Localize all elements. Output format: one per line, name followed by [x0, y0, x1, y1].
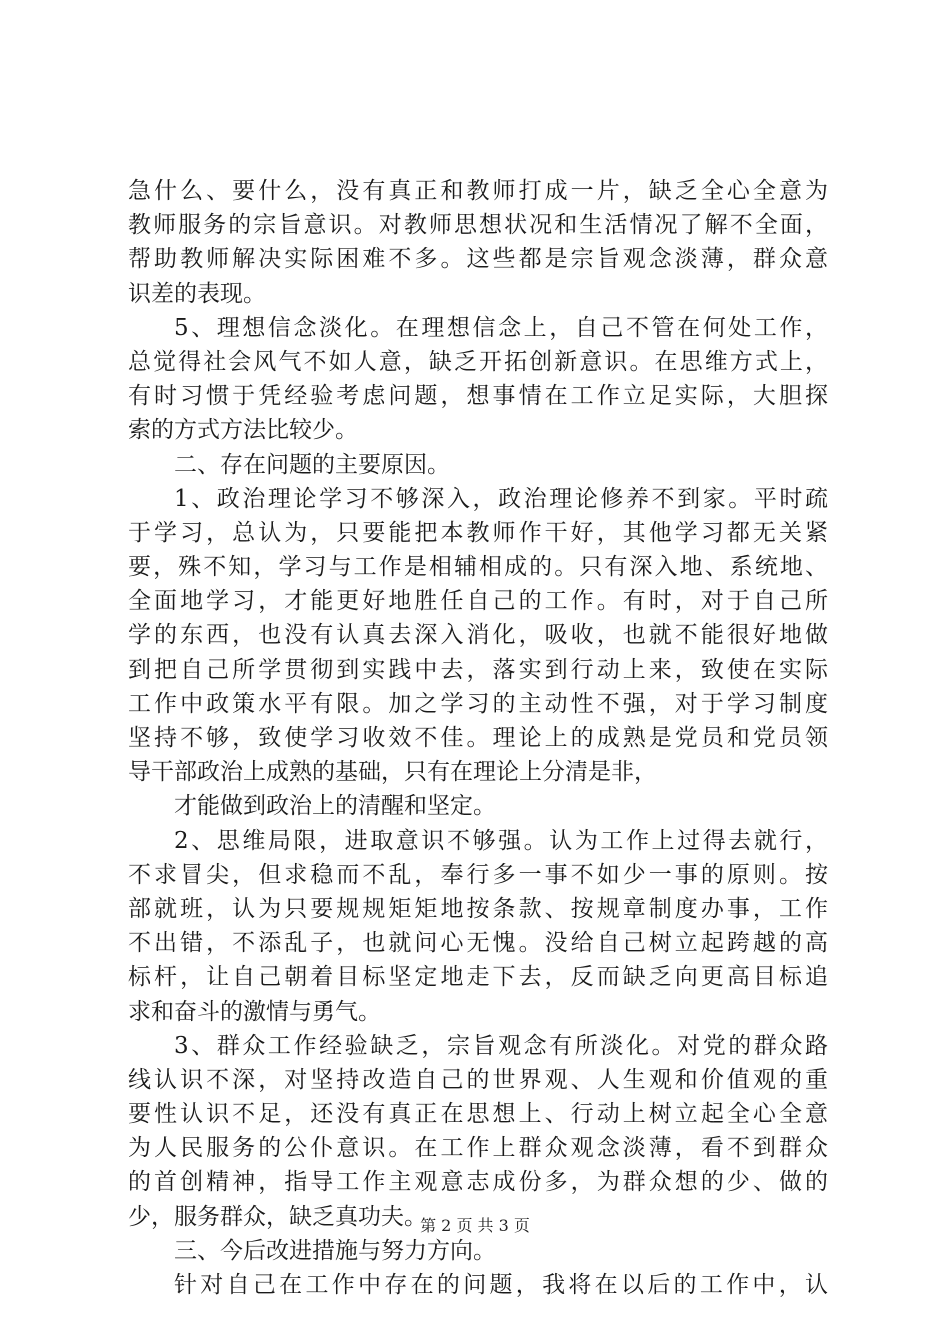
text-line: 总觉得社会风气不如人意，缺乏开拓创新意识。在思维方式上， — [128, 348, 828, 375]
text-line: 教师服务的宗旨意识。对教师思想状况和生活情况了解不全面， — [128, 212, 828, 239]
text-line: 索的方式方法比较少。 — [128, 417, 358, 444]
text-line: 于学习，总认为，只要能把本教师作干好，其他学习都无关紧 — [128, 519, 828, 546]
text-line: 针对自己在工作中存在的问题，我将在以后的工作中，认 — [174, 1272, 828, 1298]
text-line: 工作中政策水平有限。加之学习的主动性不强，对于学习制度 — [128, 690, 828, 717]
text-line: 帮助教师解决实际困难不多。这些都是宗旨观念淡薄，群众意 — [128, 246, 828, 273]
text-line: 急什么、要什么，没有真正和教师打成一片，缺乏全心全意为 — [128, 178, 828, 204]
text-line: 部就班，认为只要规规矩矩地按条款、按规章制度办事，工作 — [128, 895, 828, 922]
text-line: 才能做到政治上的清醒和坚定。 — [174, 793, 496, 820]
text-line: 坚持不够，致使学习收效不佳。理论上的成熟是党员和党员领 — [128, 725, 828, 751]
text-line: 三、今后改进措施与努力方向。 — [174, 1237, 496, 1264]
text-line: 标杆，让自己朝着目标坚定地走下去，反而缺乏向更高目标追 — [128, 964, 828, 991]
text-line: 全面地学习，才能更好地胜任自己的工作。有时，对于自己所 — [128, 588, 828, 615]
text-line: 要，殊不知，学习与工作是相辅相成的。只有深入地、系统地、 — [128, 554, 828, 581]
text-line: 导干部政治上成熟的基础，只有在理论上分清是非， — [128, 759, 657, 786]
page-footer: 第 2 页 共 3 页 — [420, 1216, 530, 1235]
document-body — [128, 174, 828, 1302]
text-line: 3、群众工作经验缺乏，宗旨观念有所淡化。对党的群众路 — [174, 1032, 828, 1059]
text-line: 不求冒尖，但求稳而不乱，奉行多一事不如少一事的原则。按 — [128, 861, 828, 888]
text-line: 到把自己所学贯彻到实践中去，落实到行动上来，致使在实际 — [128, 656, 828, 683]
text-line: 少，服务群众，缺乏真功夫。 — [128, 1203, 427, 1230]
text-line: 为人民服务的公仆意识。在工作上群众观念淡薄，看不到群众 — [128, 1135, 828, 1162]
text-line: 的首创精神，指导工作主观意志成份多，为群众想的少、做的 — [128, 1169, 828, 1196]
text-line: 线认识不深，对坚持改造自己的世界观、人生观和价值观的重 — [128, 1066, 828, 1093]
text-line: 有时习惯于凭经验考虑问题，想事情在工作立足实际，大胆探 — [128, 383, 828, 410]
text-line: 学的东西，也没有认真去深入消化，吸收，也就不能很好地做 — [128, 622, 828, 649]
text-line: 2、思维局限，进取意识不够强。认为工作上过得去就行， — [174, 827, 828, 854]
text-line: 二、存在问题的主要原因。 — [174, 451, 450, 478]
text-line: 5、理想信念淡化。在理想信念上，自己不管在何处工作， — [174, 314, 828, 341]
text-line: 1、政治理论学习不够深入，政治理论修养不到家。平时疏 — [174, 485, 828, 512]
text-line: 不出错，不添乱子，也就问心无愧。没给自己树立起跨越的高 — [128, 930, 828, 957]
text-line: 识差的表现。 — [128, 280, 266, 307]
text-line: 要性认识不足，还没有真正在思想上、行动上树立起全心全意 — [128, 1101, 828, 1128]
text-line: 求和奋斗的激情与勇气。 — [128, 998, 381, 1025]
